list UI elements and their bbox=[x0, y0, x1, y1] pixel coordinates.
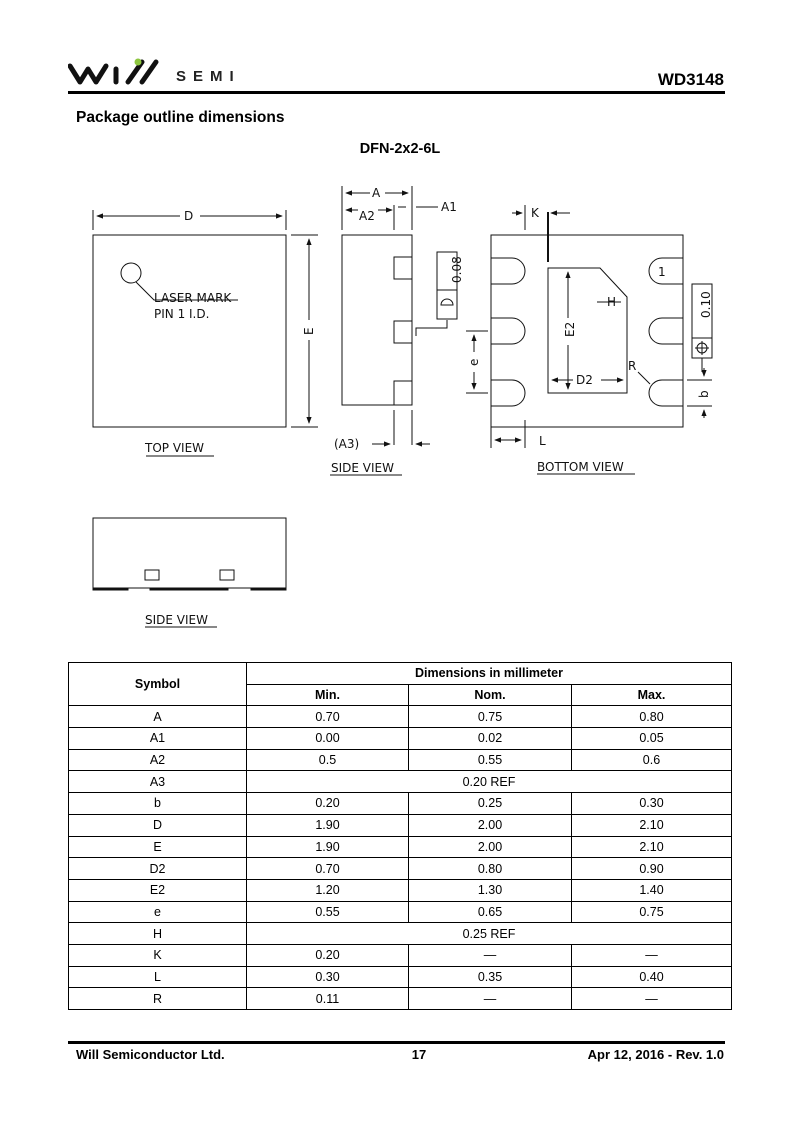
side-view-label: SIDE VIEW bbox=[331, 461, 394, 475]
tolerance-010: 0.10 bbox=[699, 291, 713, 318]
dim-A: A bbox=[372, 186, 381, 200]
table-row bbox=[69, 749, 732, 771]
table-row bbox=[69, 858, 732, 880]
part-number: WD3148 bbox=[657, 70, 724, 89]
cell-max: 0.80 bbox=[572, 706, 732, 728]
cell-min: 0.55 bbox=[247, 901, 409, 923]
cell-nom: 0.75 bbox=[409, 706, 572, 728]
table-row bbox=[69, 771, 732, 793]
cell-symbol: E bbox=[69, 836, 247, 858]
cell-min: 0.5 bbox=[247, 749, 409, 771]
cell-symbol: K bbox=[69, 944, 247, 966]
table-row bbox=[69, 814, 732, 836]
pin1-marker: 1 bbox=[658, 265, 666, 279]
table-row bbox=[69, 728, 732, 750]
cell-max: 0.05 bbox=[572, 728, 732, 750]
table-header-row bbox=[69, 663, 732, 685]
cell-min: 1.90 bbox=[247, 836, 409, 858]
cell-min: 0.70 bbox=[247, 706, 409, 728]
cell-min: 0.11 bbox=[247, 988, 409, 1010]
header-rule bbox=[68, 91, 725, 94]
cell-symbol: E2 bbox=[69, 879, 247, 901]
dim-b: b bbox=[697, 390, 711, 398]
package-outline-drawing bbox=[0, 170, 800, 640]
cell-symbol: D2 bbox=[69, 858, 247, 880]
cell-max: — bbox=[572, 944, 732, 966]
cell-nom: 0.02 bbox=[409, 728, 572, 750]
table-row bbox=[69, 944, 732, 966]
cell-min: 0.70 bbox=[247, 858, 409, 880]
package-title: DFN-2x2-6L bbox=[359, 141, 441, 157]
table-row bbox=[69, 879, 732, 901]
table-row bbox=[69, 836, 732, 858]
footer-rule bbox=[68, 1041, 725, 1044]
top-view-label: TOP VIEW bbox=[145, 441, 205, 455]
dimensions-table bbox=[68, 662, 732, 1010]
pin1-id-label: PIN 1 I.D. bbox=[154, 307, 210, 321]
dim-L: L bbox=[539, 434, 546, 448]
dim-R: R bbox=[628, 359, 637, 373]
cell-max: 2.10 bbox=[572, 814, 732, 836]
side-view-2-label: SIDE VIEW bbox=[145, 613, 208, 627]
cell-min: 0.30 bbox=[247, 966, 409, 988]
table-row bbox=[69, 923, 732, 945]
cell-symbol: A bbox=[69, 706, 247, 728]
table-row bbox=[69, 793, 732, 815]
dim-A3: (A3) bbox=[334, 437, 360, 451]
cell-nom: — bbox=[409, 988, 572, 1010]
table-row bbox=[69, 706, 732, 728]
cell-max: — bbox=[572, 988, 732, 1010]
dim-K: K bbox=[531, 206, 539, 220]
cell-symbol: b bbox=[69, 793, 247, 815]
cell-symbol: R bbox=[69, 988, 247, 1010]
dim-D: D bbox=[184, 209, 194, 223]
cell-nom: 0.55 bbox=[409, 749, 572, 771]
col-header-max: Max. bbox=[572, 684, 732, 706]
cell-nom: 0.25 bbox=[409, 793, 572, 815]
cell-max: 0.6 bbox=[572, 749, 732, 771]
dim-E: E bbox=[302, 327, 316, 335]
cell-max: 0.75 bbox=[572, 901, 732, 923]
tolerance-008: 0.08 bbox=[450, 256, 464, 283]
cell-min: 1.90 bbox=[247, 814, 409, 836]
cell-nom: 0.35 bbox=[409, 966, 572, 988]
footer-date-revision: Apr 12, 2016 - Rev. 1.0 bbox=[587, 1047, 724, 1062]
cell-min: 0.20 bbox=[247, 944, 409, 966]
cell-max: 2.10 bbox=[572, 836, 732, 858]
dim-H: H bbox=[607, 295, 617, 309]
dim-A2: A2 bbox=[359, 209, 375, 223]
cell-max: 0.90 bbox=[572, 858, 732, 880]
dim-e: e bbox=[467, 358, 481, 366]
cell-nom: — bbox=[409, 944, 572, 966]
laser-mark-label: LASER MARK bbox=[154, 291, 232, 305]
cell-max: 1.40 bbox=[572, 879, 732, 901]
symbol-header: Symbol bbox=[69, 663, 247, 706]
cell-symbol: L bbox=[69, 966, 247, 988]
section-title: Package outline dimensions bbox=[76, 109, 285, 126]
cell-nom: 0.65 bbox=[409, 901, 572, 923]
cell-span-value: 0.25 REF bbox=[247, 923, 732, 945]
cell-symbol: e bbox=[69, 901, 247, 923]
col-header-min: Min. bbox=[247, 684, 409, 706]
table-row bbox=[69, 988, 732, 1010]
dim-D2: D2 bbox=[576, 373, 593, 387]
cell-min: 0.00 bbox=[247, 728, 409, 750]
cell-max: 0.30 bbox=[572, 793, 732, 815]
dim-E2: E2 bbox=[563, 321, 577, 337]
col-header-nom: Nom. bbox=[409, 684, 572, 706]
group-header: Dimensions in millimeter bbox=[247, 663, 732, 685]
bottom-view-label: BOTTOM VIEW bbox=[537, 460, 624, 474]
page-number: 17 bbox=[411, 1047, 427, 1062]
table-row bbox=[69, 901, 732, 923]
brand-name: SEMI bbox=[176, 68, 241, 85]
cell-span-value: 0.20 REF bbox=[247, 771, 732, 793]
cell-nom: 2.00 bbox=[409, 814, 572, 836]
cell-nom: 0.80 bbox=[409, 858, 572, 880]
footer-company: Will Semiconductor Ltd. bbox=[76, 1047, 225, 1062]
cell-symbol: A1 bbox=[69, 728, 247, 750]
cell-min: 0.20 bbox=[247, 793, 409, 815]
cell-min: 1.20 bbox=[247, 879, 409, 901]
cell-max: 0.40 bbox=[572, 966, 732, 988]
cell-symbol: D bbox=[69, 814, 247, 836]
cell-nom: 2.00 bbox=[409, 836, 572, 858]
cell-symbol: A2 bbox=[69, 749, 247, 771]
table-row bbox=[69, 966, 732, 988]
cell-symbol: A3 bbox=[69, 771, 247, 793]
cell-symbol: H bbox=[69, 923, 247, 945]
cell-nom: 1.30 bbox=[409, 879, 572, 901]
dim-A1: A1 bbox=[441, 200, 457, 214]
